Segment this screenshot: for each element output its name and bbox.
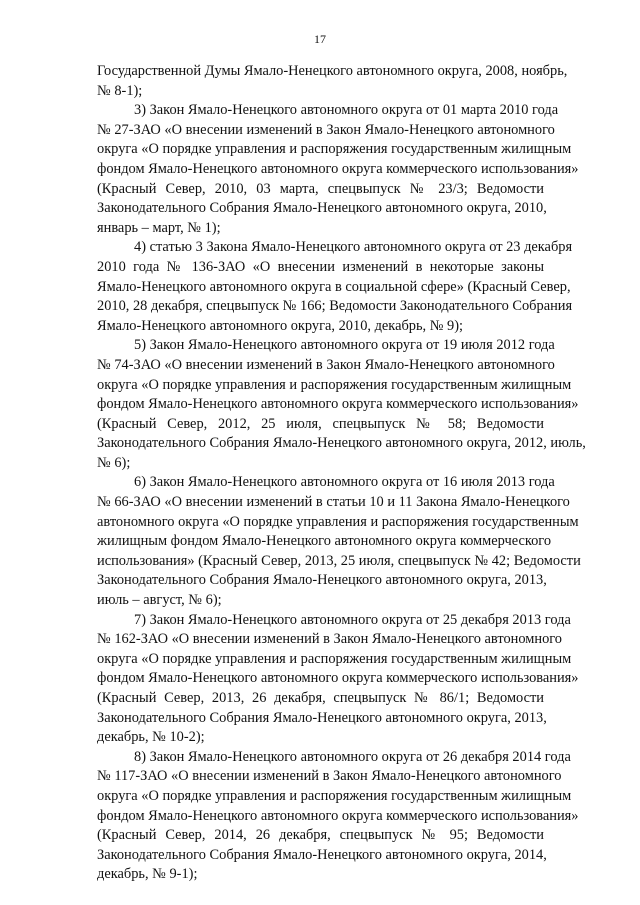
text-line: 8) Закон Ямало-Ненецкого автономного округа от 26 декабря 2014 года <box>134 748 571 765</box>
text-line: (Красный Север, 2013, 26 декабря, спецвыпуск № 86/1; Ведомости <box>97 690 544 706</box>
text-line: Законодательного Собрания Ямало-Ненецкого автономного округа, 2014, <box>97 846 547 863</box>
text-line: Законодательного Собрания Ямало-Ненецкого автономного округа, 2013, <box>97 709 547 726</box>
text-line: (Красный Север, 2014, 26 декабря, спецвыпуск № 95; Ведомости <box>97 827 544 844</box>
text-line: январь – март, № 1); <box>97 219 221 236</box>
text-line: жилищным фондом Ямало-Ненецкого автономного округа коммерческого <box>97 533 552 550</box>
text-line: № 117-ЗАО «О внесении изменений в Закон Ямало-Ненецкого автономного <box>97 768 562 785</box>
text-line: 6) Закон Ямало-Ненецкого автономного округа от 16 июля 2013 года <box>134 474 555 491</box>
text-line: фондом Ямало-Ненецкого автономного округа коммерческого использования» <box>97 807 579 824</box>
list-item-paragraph <box>97 748 579 885</box>
page-number: 17 <box>314 32 326 46</box>
text-line: Государственной Думы Ямало-Ненецкого автономного округа, 2008, ноябрь, <box>97 63 568 79</box>
text-line: Ямало-Ненецкого автономного округа в социальной сфере» (Красный Север, <box>97 278 571 295</box>
text-line: Законодательного Собрания Ямало-Ненецкого автономного округа, 2010, <box>97 200 547 217</box>
text-line: округа «О порядке управления и распоряжения государственным жилищным <box>97 376 572 393</box>
text-line: декабрь, № 10-2); <box>97 729 205 746</box>
text-line: округа «О порядке управления и распоряжения государственным жилищным <box>97 141 572 158</box>
text-line: (Красный Север, 2010, 03 марта, спецвыпуск № 23/3; Ведомости <box>97 180 544 197</box>
text-line: № 8-1); <box>97 82 143 99</box>
text-line: Законодательного Собрания Ямало-Ненецкого автономного округа, 2012, июль, <box>97 435 586 452</box>
list-item-paragraph <box>97 336 586 473</box>
text-line: (Красный Север, 2012, 25 июля, спецвыпуск № 58; Ведомости <box>97 415 544 432</box>
text-line: Ямало-Ненецкого автономного округа, 2010, декабрь, № 9); <box>97 317 464 334</box>
text-line: 3) Закон Ямало-Ненецкого автономного округа от 01 марта 2010 года <box>134 102 559 119</box>
document-body <box>97 62 586 885</box>
text-line: фондом Ямало-Ненецкого автономного округа коммерческого использования» <box>97 160 579 177</box>
text-line: фондом Ямало-Ненецкого автономного округа коммерческого использования» <box>97 670 579 687</box>
text-line: декабрь, № 9-1); <box>97 866 198 883</box>
text-line: Законодательного Собрания Ямало-Ненецкого автономного округа, 2013, <box>97 572 547 589</box>
list-item-paragraph <box>97 62 568 101</box>
text-line: использования» (Красный Север, 2013, 25 июля, спецвыпуск № 42; Ведомости <box>97 552 581 569</box>
text-line: 7) Закон Ямало-Ненецкого автономного округа от 25 декабря 2013 года <box>134 611 571 628</box>
text-line: 2010, 28 декабря, спецвыпуск № 166; Ведомости Законодательного Собрания <box>97 298 573 315</box>
text-line: № 6); <box>97 454 131 471</box>
text-line: округа «О порядке управления и распоряжения государственным жилищным <box>97 650 572 667</box>
text-line: № 66-ЗАО «О внесении изменений в статьи 10 и 11 Закона Ямало-Ненецкого <box>97 494 570 511</box>
text-line: округа «О порядке управления и распоряжения государственным жилищным <box>97 787 572 804</box>
text-line: № 162-ЗАО «О внесении изменений в Закон Ямало-Ненецкого автономного <box>97 631 563 648</box>
text-line: июль – август, № 6); <box>97 592 222 609</box>
text-line: № 27-ЗАО «О внесении изменений в Закон Ямало-Ненецкого автономного <box>97 121 555 138</box>
text-line: 5) Закон Ямало-Ненецкого автономного округа от 19 июля 2012 года <box>134 337 555 354</box>
text-line: 4) статью 3 Закона Ямало-Ненецкого автономного округа от 23 декабря <box>134 239 573 256</box>
list-item-paragraph <box>97 611 579 748</box>
list-item-paragraph <box>97 238 573 336</box>
list-item-paragraph <box>97 101 579 238</box>
text-line: № 74-ЗАО «О внесении изменений в Закон Ямало-Ненецкого автономного <box>97 356 555 373</box>
text-line: автономного округа «О порядке управления и распоряжения государственным <box>97 513 579 530</box>
text-line: 2010 года № 136-ЗАО «О внесении изменений в некоторые законы <box>97 258 544 275</box>
text-line: фондом Ямало-Ненецкого автономного округа коммерческого использования» <box>97 396 579 413</box>
list-item-paragraph <box>97 473 581 610</box>
